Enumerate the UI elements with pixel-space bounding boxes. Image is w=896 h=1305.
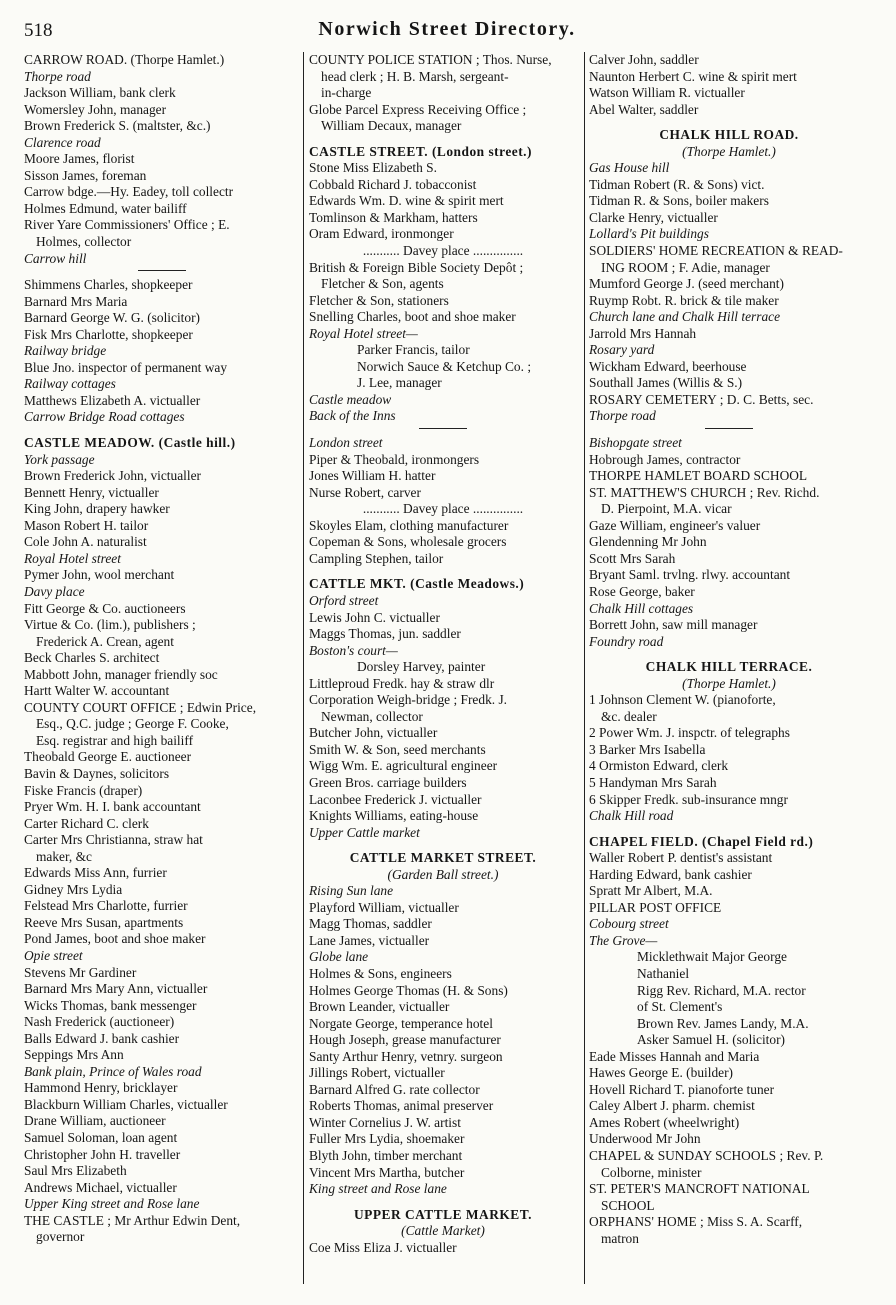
street-subheading: Chalk Hill cottages xyxy=(589,600,694,616)
directory-entry: Naunton Herbert C. wine & spirit mert xyxy=(589,68,797,84)
street-subheading: Castle meadow xyxy=(309,391,392,407)
directory-entry: Clarke Henry, victualler xyxy=(589,209,718,225)
street-subheading: Clarence road xyxy=(24,134,101,150)
spacer xyxy=(309,1198,577,1207)
street-subheading: Parker Francis, tailor xyxy=(357,342,470,358)
directory-column-3 xyxy=(589,52,869,1292)
directory-entry: 1 Johnson Clement W. (pianoforte, xyxy=(589,692,776,708)
directory-entry: Snelling Charles, boot and shoe maker xyxy=(309,309,516,325)
directory-entry: ST. MATTHEW'S CHURCH ; Rev. Richd. xyxy=(589,484,820,500)
directory-entry: SOLDIERS' HOME RECREATION & READ- xyxy=(589,243,843,259)
street-heading: UPPER CATTLE MARKET. xyxy=(353,1206,532,1222)
directory-entry: British & Foreign Bible Society Depôt ; xyxy=(309,259,524,275)
directory-entry: Bryant Saml. trvlng. rlwy. accountant xyxy=(589,567,791,583)
directory-entry: Vincent Mrs Martha, butcher xyxy=(309,1164,465,1180)
street-subheading: (Thorpe Hamlet.) xyxy=(682,143,776,159)
street-subheading: Bishopgate street xyxy=(589,435,682,451)
spacer xyxy=(309,841,577,850)
directory-entry: Lane James, victualler xyxy=(309,932,430,948)
street-subheading: Chalk Hill road xyxy=(589,808,674,824)
directory-entry: Carter Richard C. clerk xyxy=(24,815,149,831)
directory-entry: Scott Mrs Sarah xyxy=(589,550,676,566)
street-subheading: Rising Sun lane xyxy=(309,883,394,899)
directory-entry: Wicks Thomas, bank messenger xyxy=(24,997,197,1013)
directory-entry: COUNTY COURT OFFICE ; Edwin Price, xyxy=(24,699,257,715)
directory-entry: Lewis John C. victualler xyxy=(309,609,440,625)
street-subheading: Foundry road xyxy=(589,633,664,649)
directory-entry: Skoyles Elam, clothing manufacturer xyxy=(309,517,509,533)
directory-entry: River Yare Commissioners' Office ; E. xyxy=(24,217,230,233)
directory-entry: Holmes George Thomas (H. & Sons) xyxy=(309,982,508,998)
street-subheading: ING ROOM ; F. Adie, manager xyxy=(601,259,770,275)
directory-entry: Stone Miss Elizabeth S. xyxy=(309,160,437,176)
directory-entry: Roberts Thomas, animal preserver xyxy=(309,1098,494,1114)
directory-entry: King John, drapery hawker xyxy=(24,501,170,517)
street-subheading: Dorsley Harvey, painter xyxy=(357,659,486,675)
directory-entry: Jarrold Mrs Hannah xyxy=(589,325,697,341)
spacer xyxy=(589,650,869,659)
street-subheading: King street and Rose lane xyxy=(309,1181,447,1197)
directory-entry: Reeve Mrs Susan, apartments xyxy=(24,914,184,930)
street-subheading: Upper King street and Rose lane xyxy=(24,1196,200,1212)
directory-entry: Felstead Mrs Charlotte, furrier xyxy=(24,898,188,914)
section-rule xyxy=(24,267,299,277)
directory-entry: Norgate George, temperance hotel xyxy=(309,1015,493,1031)
street-subheading: Upper Cattle market xyxy=(309,824,420,840)
directory-entry: ORPHANS' HOME ; Miss S. A. Scarff, xyxy=(589,1214,803,1230)
directory-entry: Mason Robert H. tailor xyxy=(24,517,149,533)
street-subheading: Carrow Bridge Road cottages xyxy=(24,409,185,425)
directory-entry: Fuller Mrs Lydia, shoemaker xyxy=(309,1131,465,1147)
street-heading: CHAPEL FIELD. (Chapel Field rd.) xyxy=(589,833,814,849)
street-subheading: Davy place xyxy=(24,583,85,599)
directory-entry: Piper & Theobald, ironmongers xyxy=(309,451,480,467)
directory-entry: Seppings Mrs Ann xyxy=(24,1047,124,1063)
street-subheading: Holmes, collector xyxy=(36,234,132,250)
directory-entry: Fitt George & Co. auctioneers xyxy=(24,600,186,616)
street-subheading: Rosary yard xyxy=(589,342,655,358)
directory-entry: Brown Leander, victualler xyxy=(309,999,450,1015)
directory-entry: Samuel Soloman, loan agent xyxy=(24,1130,178,1145)
street-subheading: Railway cottages xyxy=(24,376,116,392)
street-heading: CASTLE MEADOW. (Castle hill.) xyxy=(24,435,236,451)
directory-entry: Waller Robert P. dentist's assistant xyxy=(589,850,773,866)
street-subheading: Rigg Rev. Richard, M.A. rector xyxy=(637,982,806,998)
directory-entry: Bavin & Daynes, solicitors xyxy=(24,765,170,781)
directory-entry: Underwood Mr John xyxy=(589,1131,701,1147)
street-subheading: D. Pierpoint, M.A. vicar xyxy=(601,501,732,517)
directory-entry: Knights Williams, eating-house xyxy=(309,808,479,824)
directory-entry: Barnard Mrs Mary Ann, victualler xyxy=(24,981,208,997)
directory-entry: Santy Arthur Henry, vetnry. surgeon xyxy=(309,1048,503,1064)
directory-entry: Drane William, auctioneer xyxy=(24,1113,166,1129)
street-heading: CHALK HILL ROAD. xyxy=(659,127,799,143)
directory-entry: Cobbald Richard J. tobacconist xyxy=(309,176,477,192)
directory-entry: 2 Power Wm. J. inspctr. of telegraphs xyxy=(589,725,790,741)
street-heading: CASTLE STREET. (London street.) xyxy=(309,143,532,159)
directory-entry: Blyth John, timber merchant xyxy=(309,1148,463,1163)
directory-entry: ........... Davey place ............... xyxy=(362,243,524,259)
directory-entry: Hawes George E. (builder) xyxy=(589,1065,734,1081)
directory-entry: Harding Edward, bank cashier xyxy=(589,866,752,882)
street-subheading: Asker Samuel H. (solicitor) xyxy=(637,1032,786,1048)
street-subheading: Norwich Sauce & Ketchup Co. ; xyxy=(357,358,532,374)
directory-columns xyxy=(0,52,896,1302)
directory-entry: Watson William R. victualler xyxy=(589,85,745,101)
street-subheading: (Cattle Market) xyxy=(401,1223,485,1239)
directory-entry: Coe Miss Eliza J. victualler xyxy=(309,1239,457,1255)
street-subheading: Bank plain, Prince of Wales road xyxy=(24,1063,202,1079)
directory-entry: ........... Davey place ............... xyxy=(362,501,524,517)
directory-entry: Caley Albert J. pharm. chemist xyxy=(589,1098,755,1114)
directory-column-2 xyxy=(309,52,577,1292)
directory-entry: Calver John, saddler xyxy=(589,52,699,67)
street-subheading: London street xyxy=(309,435,383,451)
street-subheading: governor xyxy=(36,1229,85,1245)
directory-entry: Moore James, florist xyxy=(24,151,135,167)
directory-entry: Hammond Henry, bricklayer xyxy=(24,1080,178,1096)
directory-entry: CHAPEL & SUNDAY SCHOOLS ; Rev. P. xyxy=(589,1148,824,1163)
directory-entry: Nurse Robert, carver xyxy=(309,484,421,500)
directory-entry: Borrett John, saw mill manager xyxy=(589,617,758,633)
street-heading: CHALK HILL TERRACE. xyxy=(645,659,813,675)
street-subheading: maker, &c xyxy=(36,848,92,864)
street-subheading: The Grove— xyxy=(589,932,658,948)
directory-entry: Virtue & Co. (lim.), publishers ; xyxy=(24,617,196,633)
directory-entry: Copeman & Sons, wholesale grocers xyxy=(309,534,507,550)
street-heading: CATTLE MARKET STREET. xyxy=(349,850,537,866)
directory-entry: Nash Frederick (auctioneer) xyxy=(24,1014,175,1030)
directory-entry: Jackson William, bank clerk xyxy=(24,85,176,101)
directory-entry: 4 Ormiston Edward, clerk xyxy=(589,758,729,774)
directory-entry: Globe Parcel Express Receiving Office ; xyxy=(309,101,527,117)
directory-entry: Fisk Mrs Charlotte, shopkeeper xyxy=(24,326,193,342)
directory-entry: Brown Frederick S. (maltster, &c.) xyxy=(24,118,211,134)
directory-entry: Winter Cornelius J. W. artist xyxy=(309,1114,461,1130)
directory-entry: Southall James (Willis & S.) xyxy=(589,375,743,391)
directory-entry: Green Bros. carriage builders xyxy=(309,774,467,790)
directory-entry: Matthews Elizabeth A. victualler xyxy=(24,392,201,408)
spacer xyxy=(309,135,577,144)
street-subheading: Back of the Inns xyxy=(309,408,396,424)
page-header xyxy=(24,18,870,44)
spacer xyxy=(589,825,869,834)
directory-entry: Womersley John, manager xyxy=(24,101,167,117)
directory-entry: ST. PETER'S MANCROFT NATIONAL xyxy=(589,1181,810,1197)
directory-column-1 xyxy=(24,52,299,1292)
directory-entry: Smith W. & Son, seed merchants xyxy=(309,741,486,757)
directory-entry: Stevens Mr Gardiner xyxy=(24,964,137,980)
street-subheading: William Decaux, manager xyxy=(321,118,462,134)
directory-entry: PILLAR POST OFFICE xyxy=(589,899,722,915)
section-rule xyxy=(309,425,577,435)
directory-entry: Ruymp Robt. R. brick & tile maker xyxy=(589,292,779,308)
directory-entry: Shimmens Charles, shopkeeper xyxy=(24,277,193,293)
street-subheading: Railway bridge xyxy=(24,343,107,359)
street-subheading: Brown Rev. James Landy, M.A. xyxy=(637,1015,809,1031)
directory-entry: Sisson James, foreman xyxy=(24,167,147,183)
directory-entry: Carter Mrs Christianna, straw hat xyxy=(24,832,203,848)
directory-entry: Saul Mrs Elizabeth xyxy=(24,1163,127,1179)
directory-entry: Campling Stephen, tailor xyxy=(309,550,444,566)
directory-entry: Playford William, victualler xyxy=(309,899,459,915)
page-title: Norwich Street Directory. xyxy=(318,18,576,40)
directory-entry: Edwards Wm. D. wine & spirit mert xyxy=(309,193,504,209)
directory-entry: CARROW ROAD. (Thorpe Hamlet.) xyxy=(24,52,225,67)
directory-entry: Gidney Mrs Lydia xyxy=(24,881,123,897)
directory-entry: Barnard George W. G. (solicitor) xyxy=(24,310,201,326)
street-subheading: Lollard's Pit buildings xyxy=(589,226,709,242)
street-subheading: Esq., Q.C. judge ; George F. Cooke, xyxy=(36,716,229,732)
street-subheading: Micklethwait Major George xyxy=(637,949,787,965)
directory-entry: Rose George, baker xyxy=(589,583,695,599)
directory-entry: Fletcher & Son, stationers xyxy=(309,292,449,308)
directory-entry: Littleproud Fredk. hay & straw dlr xyxy=(309,675,495,691)
directory-entry: Beck Charles S. architect xyxy=(24,650,160,666)
street-subheading: of St. Clement's xyxy=(637,999,723,1015)
street-subheading: Globe lane xyxy=(309,949,369,965)
directory-entry: Laconbee Frederick J. victualler xyxy=(309,791,482,807)
directory-entry: Tidman Robert (R. & Sons) vict. xyxy=(589,176,765,192)
street-subheading: Nathaniel xyxy=(637,965,690,981)
spacer xyxy=(24,426,299,435)
directory-entry: 5 Handyman Mrs Sarah xyxy=(589,774,717,790)
directory-entry: Tidman R. & Sons, boiler makers xyxy=(589,193,769,209)
directory-entry: Butcher John, victualler xyxy=(309,725,438,741)
directory-entry: Corporation Weigh-bridge ; Fredk. J. xyxy=(309,692,508,708)
street-subheading: Fletcher & Son, agents xyxy=(321,276,444,292)
street-subheading: Esq. registrar and high bailiff xyxy=(36,732,194,748)
directory-entry: Hobrough James, contractor xyxy=(589,451,741,467)
directory-entry: Glendenning Mr John xyxy=(589,534,707,550)
street-subheading: &c. dealer xyxy=(601,708,657,724)
spacer xyxy=(589,118,869,127)
street-subheading: Frederick A. Crean, agent xyxy=(36,633,174,649)
street-subheading: SCHOOL xyxy=(601,1197,655,1213)
directory-entry: Ames Robert (wheelwright) xyxy=(589,1114,740,1130)
directory-entry: Fiske Francis (draper) xyxy=(24,782,143,798)
directory-entry: Spratt Mr Albert, M.A. xyxy=(589,883,713,899)
directory-entry: 6 Skipper Fredk. sub-insurance mngr xyxy=(589,791,788,807)
street-subheading: Newman, collector xyxy=(321,708,423,724)
directory-entry: Blue Jno. inspector of permanent way xyxy=(24,359,228,375)
directory-entry: Holmes Edmund, water bailiff xyxy=(24,200,187,216)
street-subheading: head clerk ; H. B. Marsh, sergeant- xyxy=(321,68,509,84)
directory-entry: 3 Barker Mrs Isabella xyxy=(589,741,706,757)
directory-entry: Hartt Walter W. accountant xyxy=(24,683,170,699)
street-subheading: matron xyxy=(601,1230,639,1246)
street-subheading: Gas House hill xyxy=(589,160,670,176)
directory-entry: Hough Joseph, grease manufacturer xyxy=(309,1032,501,1048)
directory-entry: Cole John A. naturalist xyxy=(24,534,147,550)
directory-entry: Maggs Thomas, jun. saddler xyxy=(309,626,461,642)
directory-entry: Pymer John, wool merchant xyxy=(24,567,175,583)
directory-entry: Tomlinson & Markham, hatters xyxy=(309,209,478,225)
directory-entry: Mabbott John, manager friendly soc xyxy=(24,666,218,682)
directory-entry: Bennett Henry, victualler xyxy=(24,484,159,500)
street-subheading: Thorpe road xyxy=(589,408,656,424)
page-number: 518 xyxy=(24,20,53,41)
directory-entry: ROSARY CEMETERY ; D. C. Betts, sec. xyxy=(589,391,814,407)
spacer xyxy=(309,567,577,576)
section-rule xyxy=(589,425,869,435)
street-subheading: (Thorpe Hamlet.) xyxy=(682,675,776,691)
directory-entry: THE CASTLE ; Mr Arthur Edwin Dent, xyxy=(24,1212,241,1228)
directory-entry: Theobald George E. auctioneer xyxy=(24,749,192,765)
street-subheading: Boston's court— xyxy=(309,642,398,658)
directory-entry: Christopher John H. traveller xyxy=(24,1146,181,1162)
street-subheading: Carrow hill xyxy=(24,250,87,266)
street-subheading: Royal Hotel street— xyxy=(309,325,418,341)
directory-entry: Jones William H. hatter xyxy=(309,468,436,484)
directory-entry: Balls Edward J. bank cashier xyxy=(24,1030,180,1046)
directory-entry: Blackburn William Charles, victualler xyxy=(24,1096,228,1112)
directory-entry: Holmes & Sons, engineers xyxy=(309,965,452,981)
street-heading: CATTLE MKT. (Castle Meadows.) xyxy=(309,576,525,592)
directory-entry: Carrow bdge.—Hy. Eadey, toll collectr xyxy=(24,184,234,200)
directory-entry: COUNTY POLICE STATION ; Thos. Nurse, xyxy=(309,52,552,67)
directory-entry: Andrews Michael, victualler xyxy=(24,1179,177,1195)
street-subheading: Royal Hotel street xyxy=(24,550,121,566)
directory-entry: Barnard Mrs Maria xyxy=(24,293,128,309)
directory-entry: Hovell Richard T. pianoforte tuner xyxy=(589,1081,775,1097)
directory-entry: Magg Thomas, saddler xyxy=(309,916,432,932)
street-subheading: Colborne, minister xyxy=(601,1164,702,1180)
directory-entry: Eade Misses Hannah and Maria xyxy=(589,1048,760,1064)
directory-entry: Mumford George J. (seed merchant) xyxy=(589,276,784,292)
street-subheading: York passage xyxy=(24,451,95,467)
street-subheading: (Garden Ball street.) xyxy=(387,866,499,882)
directory-entry: Edwards Miss Ann, furrier xyxy=(24,865,167,881)
directory-entry: Abel Walter, saddler xyxy=(589,101,699,117)
street-subheading: Orford street xyxy=(309,592,379,608)
directory-entry: Jillings Robert, victualler xyxy=(309,1065,445,1081)
street-subheading: Opie street xyxy=(24,947,83,963)
street-subheading: J. Lee, manager xyxy=(357,375,442,391)
street-subheading: in-charge xyxy=(321,85,372,101)
directory-entry: Barnard Alfred G. rate collector xyxy=(309,1081,480,1097)
street-subheading: Thorpe road xyxy=(24,68,91,84)
directory-entry: Pond James, boot and shoe maker xyxy=(24,931,206,947)
directory-entry: Oram Edward, ironmonger xyxy=(309,226,454,242)
directory-entry: Brown Frederick John, victualler xyxy=(24,468,202,484)
directory-entry: Wigg Wm. E. agricultural engineer xyxy=(309,758,498,774)
directory-entry: Wickham Edward, beerhouse xyxy=(589,358,747,374)
directory-entry: THORPE HAMLET BOARD SCHOOL xyxy=(589,468,808,484)
directory-entry: Gaze William, engineer's valuer xyxy=(589,517,761,533)
street-subheading: Church lane and Chalk Hill terrace xyxy=(589,309,781,325)
street-subheading: Cobourg street xyxy=(589,916,669,932)
directory-entry: Pryer Wm. H. I. bank accountant xyxy=(24,799,201,815)
